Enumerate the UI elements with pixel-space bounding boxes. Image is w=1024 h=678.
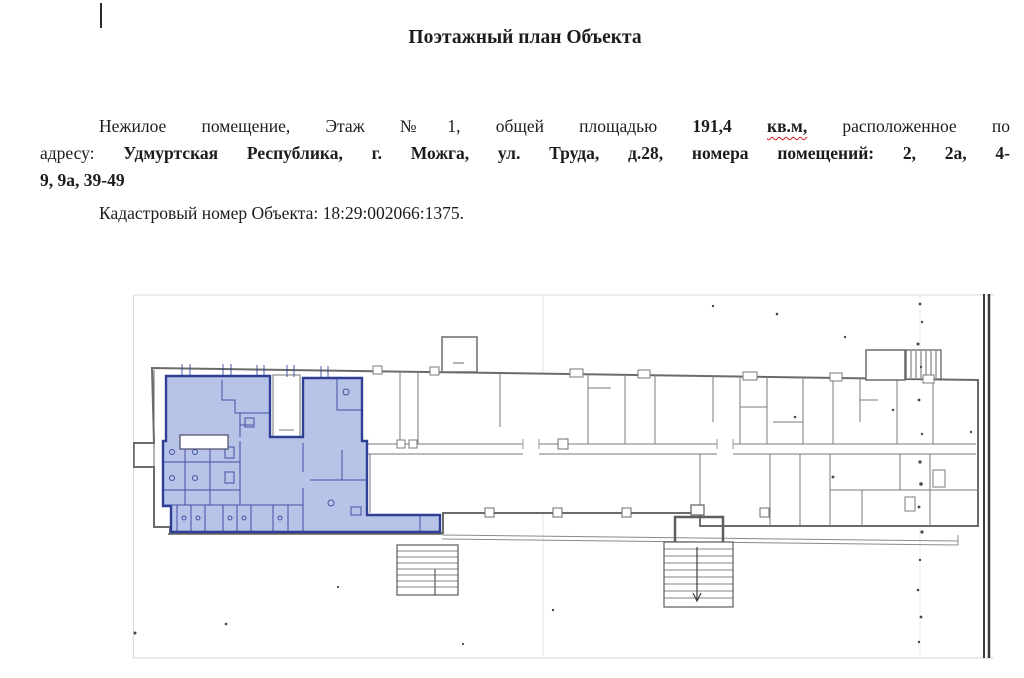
paragraph-line-3 [40, 167, 1010, 194]
page-title: Поэтажный план Объекта [408, 27, 642, 48]
address-text: Удмуртская Республика, г. Можга, ул. Труда, д.28, номера помещений: 2, 2а, 4- [123, 143, 1010, 163]
cadastral-number-text: Кадастровый номер Объекта: 18:29:002066:1375. [99, 203, 465, 223]
text-segment: Нежилое помещение, Этаж №1, общей площадью [99, 116, 693, 136]
text-segment: адресу: [40, 143, 124, 163]
text-cursor[interactable] [100, 3, 102, 28]
area-unit-misspelled: кв.м, [766, 116, 808, 136]
entry-vestibule-top [442, 337, 477, 372]
floor-plan-drawing [133, 292, 995, 662]
top-right-extension [866, 350, 905, 380]
text-segment: расположенное по [807, 116, 1010, 136]
paragraph-line-2 [40, 140, 1010, 167]
paragraph-line-1 [40, 113, 1010, 140]
room-numbers-text: 9, 9а, 39-49 [40, 170, 125, 190]
staircase-bottom-left [397, 545, 458, 595]
scan-page-border [984, 294, 989, 658]
staircase-bottom-middle [664, 542, 733, 607]
counter-fixture [180, 435, 228, 449]
floor-plan-image [133, 292, 995, 662]
cadastral-number-line [40, 200, 1010, 227]
area-value: 191,4 [692, 116, 767, 136]
